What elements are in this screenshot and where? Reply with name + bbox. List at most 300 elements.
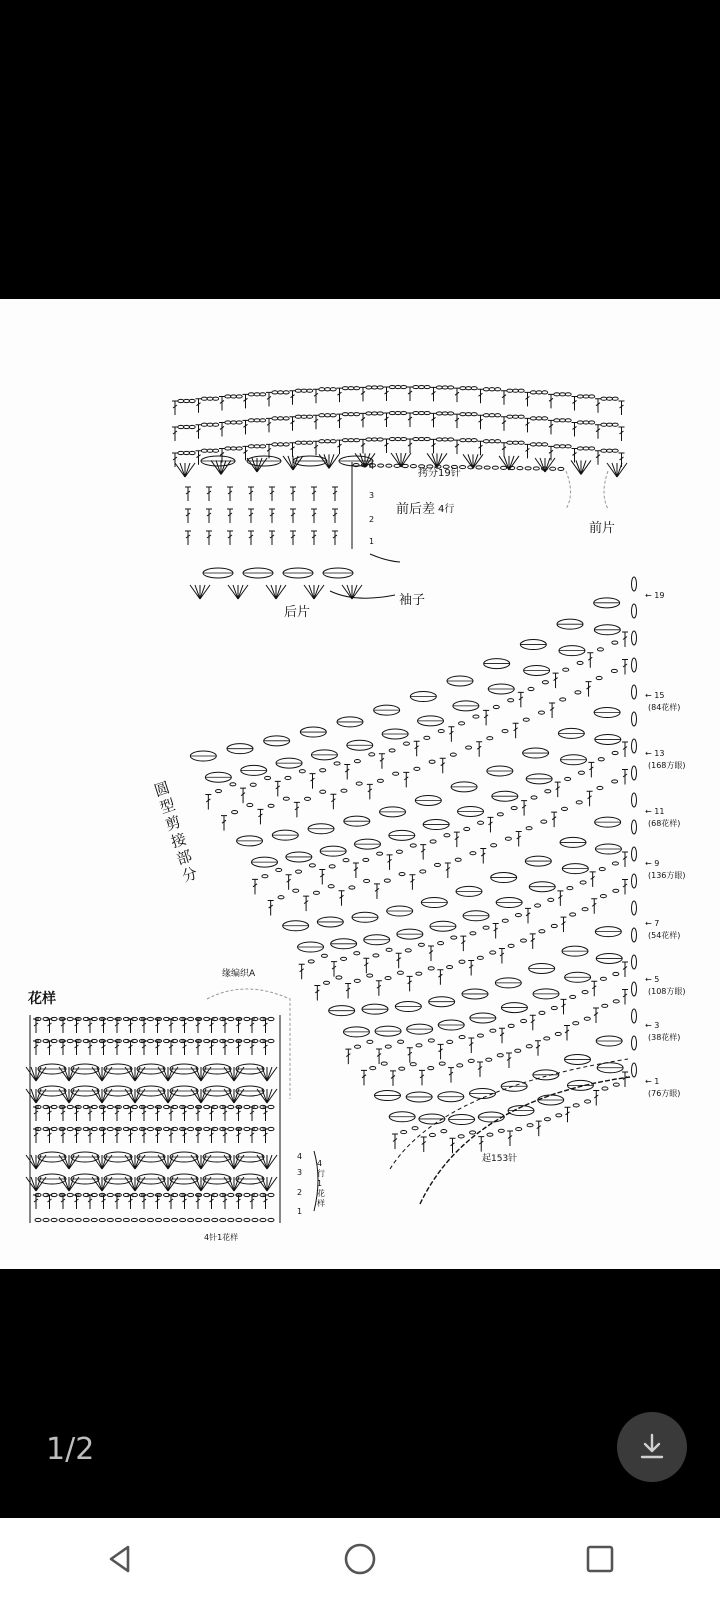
chain-stitch [577, 661, 583, 664]
chain-stitch [498, 1129, 504, 1132]
treble-stitch [310, 774, 316, 789]
chain-stitch [356, 782, 362, 785]
fan-stitch [581, 460, 591, 474]
treble-stitch [168, 1129, 174, 1143]
chain-stitch [542, 681, 548, 684]
chain-stitch [402, 464, 408, 467]
chain-stitch [336, 976, 342, 979]
chain-stitch [596, 676, 602, 679]
fan-stitch [267, 1089, 272, 1103]
chain-stitch [478, 821, 484, 824]
chain-stitch [201, 449, 207, 452]
chain-stitch [377, 386, 383, 389]
chain-stitch [502, 730, 508, 733]
row-number-label: ← 13 [645, 749, 665, 758]
treble-stitch [155, 1107, 161, 1121]
treble-stitch [319, 870, 325, 885]
chain-stitch [483, 926, 489, 929]
treble-stitch [493, 924, 499, 939]
chain-stitch [236, 447, 242, 450]
fan-stitch [26, 1067, 36, 1081]
chain-stitch [471, 439, 477, 442]
chain-stitch [582, 990, 588, 993]
chain-stitch [147, 1193, 153, 1196]
treble-stitch [518, 692, 524, 707]
back-triangle-icon [103, 1542, 137, 1576]
chain-stitch [384, 879, 390, 882]
fan-stitch [267, 1067, 277, 1081]
chain-stitch [523, 718, 529, 721]
chain-stitch [395, 385, 401, 388]
row-number-label: ← 3 [645, 1021, 660, 1030]
treble-stitch [209, 1129, 215, 1143]
treble-stitch [33, 1107, 39, 1121]
treble-stitch [141, 1019, 147, 1033]
chain-stitch [231, 421, 237, 424]
chain-stitch [565, 393, 571, 396]
chain-stitch [511, 806, 517, 809]
chain-stitch [442, 412, 448, 415]
treble-stitch [332, 487, 338, 501]
chain-stitch [172, 1218, 178, 1221]
chain-stitch [466, 439, 472, 442]
treble-stitch [555, 782, 561, 797]
chain-stitch [231, 395, 237, 398]
fan-stitch [262, 1155, 267, 1169]
download-button[interactable] [617, 1412, 687, 1482]
row-number-label: ← 15 [645, 691, 665, 700]
chain-stitch [320, 790, 326, 793]
chain-stitch [577, 395, 583, 398]
front-piece-label: 前片 [589, 521, 616, 536]
chain-stitch [555, 1032, 561, 1035]
chain-stitch [389, 411, 395, 414]
treble-stitch [227, 531, 233, 545]
page-counter: 1/2 [46, 1432, 95, 1467]
treble-stitch [286, 875, 292, 890]
chain-stitch [99, 1218, 105, 1221]
treble-stitch [313, 389, 319, 403]
chain-stitch [107, 1218, 113, 1221]
yoke-section-title: 圆型剪接部分 [152, 778, 200, 886]
chain-stitch [516, 1127, 522, 1130]
chain-stitch [575, 691, 581, 694]
chain-stitch [554, 393, 560, 396]
chain-stitch [565, 777, 571, 780]
chain-stitch [295, 441, 301, 444]
fan-stitch [163, 1067, 168, 1081]
treble-stitch [454, 440, 460, 454]
chain-stitch [602, 1087, 608, 1090]
chain-stitch [413, 411, 419, 414]
fan-stitch [329, 454, 339, 468]
fan-stitch [267, 1177, 277, 1191]
treble-stitch [407, 439, 413, 453]
treble-stitch [551, 812, 557, 827]
treble-stitch [622, 962, 628, 977]
treble-stitch [209, 1041, 215, 1055]
fan-stitch [97, 1089, 102, 1103]
chain-stitch [201, 397, 207, 400]
fan-stitch [229, 1155, 234, 1169]
chain-stitch [309, 864, 315, 867]
chain-stitch [366, 438, 372, 441]
chain-stitch [424, 437, 430, 440]
chain-stitch [213, 449, 219, 452]
fan-stitch [163, 1177, 168, 1191]
treble-stitch [236, 1019, 242, 1033]
chain-stitch [398, 1040, 404, 1043]
treble-stitch [483, 710, 489, 725]
chain-stitch [196, 1218, 202, 1221]
swatch-side [30, 1015, 280, 1223]
chain-stitch [307, 441, 313, 444]
treble-stitch [548, 394, 554, 408]
chain-stitch [147, 1127, 153, 1130]
treble-stitch [182, 1107, 188, 1121]
treble-stitch [114, 1107, 120, 1121]
chain-stitch [497, 1054, 503, 1057]
chain-stitch [319, 414, 325, 417]
chain-stitch [602, 1004, 608, 1007]
chain-stitch [285, 776, 291, 779]
chain-stitch [466, 413, 472, 416]
chain-stitch [600, 977, 606, 980]
treble-stitch [622, 742, 628, 757]
back-button[interactable] [80, 1529, 160, 1589]
treble-stitch [33, 1195, 39, 1209]
treble-stitch [172, 401, 178, 415]
chain-stitch [565, 419, 571, 422]
chain-stitch [556, 1114, 562, 1117]
treble-stitch [593, 1090, 599, 1105]
chain-stitch [597, 786, 603, 789]
chain-stitch [220, 1218, 226, 1221]
fan-stitch [262, 1177, 267, 1191]
chain-stitch [283, 417, 289, 420]
fan-stitch [64, 1155, 69, 1169]
fan-stitch [163, 1155, 168, 1169]
treble-stitch [367, 784, 373, 799]
chain-stitch [188, 1017, 194, 1020]
fan-stitch [276, 585, 281, 599]
home-button[interactable] [320, 1529, 400, 1589]
chain-stitch [386, 948, 392, 951]
chain-stitch [530, 443, 536, 446]
chain-stitch [248, 393, 254, 396]
chain-stitch [401, 385, 407, 388]
treble-stitch [155, 1129, 161, 1143]
treble-stitch [564, 1025, 570, 1040]
document-page[interactable] [0, 299, 720, 1269]
chain-stitch [393, 772, 399, 775]
treble-stitch [330, 794, 336, 809]
chain-stitch [107, 1193, 113, 1196]
treble-stitch [478, 441, 484, 455]
chain-stitch [507, 389, 513, 392]
stitch-count-label: 拷分19针 [418, 468, 461, 479]
chain-stitch [471, 413, 477, 416]
chain-stitch [385, 1045, 391, 1048]
chain-stitch [560, 698, 566, 701]
sleeve-label: 袖子 [399, 593, 426, 608]
chain-stitch [455, 858, 461, 861]
chain-stitch [147, 1105, 153, 1108]
chain-stitch [601, 397, 607, 400]
chain-stitch [502, 919, 508, 922]
chain-stitch [560, 393, 566, 396]
chain-stitch [377, 852, 383, 855]
repeat-label: 4针1花样 [204, 1233, 239, 1242]
chain-stitch [513, 415, 519, 418]
treble-stitch [206, 487, 212, 501]
chain-stitch [178, 425, 184, 428]
chain-stitch [589, 395, 595, 398]
chain-stitch [244, 1039, 250, 1042]
treble-stitch [460, 936, 466, 951]
fan-stitch [185, 463, 195, 477]
chain-stitch [188, 1039, 194, 1042]
fan-stitch [238, 585, 243, 599]
treble-stitch [360, 413, 366, 427]
treble-stitch [407, 1048, 413, 1063]
chain-stitch [533, 467, 539, 470]
treble-stitch [141, 1041, 147, 1055]
row-count-note: (168方眼) [648, 761, 686, 770]
treble-stitch [525, 392, 531, 406]
treble-stitch [448, 727, 454, 742]
chain-stitch [507, 415, 513, 418]
chain-stitch [348, 439, 354, 442]
treble-stitch [565, 1107, 571, 1122]
treble-stitch [360, 439, 366, 453]
treble-stitch [622, 990, 628, 1005]
treble-stitch [454, 388, 460, 402]
treble-stitch [60, 1019, 66, 1033]
fan-stitch [352, 585, 362, 599]
fan-stitch [228, 585, 238, 599]
chain-stitch [448, 438, 454, 441]
chain-stitch [201, 423, 207, 426]
chain-stitch [212, 1218, 218, 1221]
treble-stitch [101, 1041, 107, 1055]
treble-stitch [360, 387, 366, 401]
fan-stitch [267, 1089, 277, 1103]
chain-stitch [236, 421, 242, 424]
treble-stitch [499, 1028, 505, 1043]
chain-stitch [539, 1011, 545, 1014]
chain-stitch [612, 449, 618, 452]
chain-stitch [448, 386, 454, 389]
chain-stitch [420, 870, 426, 873]
chain-stitch [560, 419, 566, 422]
fan-stitch [266, 585, 276, 599]
treble-stitch [269, 531, 275, 545]
chain-stitch [188, 1127, 194, 1130]
treble-stitch [376, 1049, 382, 1064]
treble-stitch [535, 1041, 541, 1056]
chain-stitch [419, 437, 425, 440]
treble-stitch [195, 1195, 201, 1209]
chain-stitch [341, 789, 347, 792]
chain-stitch [612, 397, 618, 400]
fan-stitch [229, 1067, 234, 1081]
chain-stitch [526, 1045, 532, 1048]
treble-stitch [236, 1129, 242, 1143]
chain-stitch [59, 1218, 65, 1221]
chain-stitch [410, 844, 416, 847]
start-stitches-label: 起153针 [482, 1154, 518, 1164]
chain-stitch [412, 1127, 418, 1130]
chain-stitch [531, 796, 537, 799]
chain-stitch [401, 411, 407, 414]
treble-stitch [275, 781, 281, 796]
fan-stitch [221, 460, 226, 474]
treble-stitch [114, 1041, 120, 1055]
treble-stitch [74, 1041, 80, 1055]
chain-stitch [348, 387, 354, 390]
treble-stitch [431, 387, 437, 401]
row-number-label: ← 9 [645, 859, 660, 868]
chain-stitch [573, 1104, 579, 1107]
chain-stitch [536, 417, 542, 420]
chain-stitch [147, 1039, 153, 1042]
chain-stitch [370, 1066, 376, 1069]
treble-stitch [553, 673, 559, 688]
chain-stitch [178, 451, 184, 454]
treble-stitch [390, 1071, 396, 1086]
chain-stitch [459, 1035, 465, 1038]
treble-stitch [311, 531, 317, 545]
treble-stitch [345, 984, 351, 999]
chain-stitch [43, 1218, 49, 1221]
fan-stitch [26, 1177, 36, 1191]
treble-stitch [445, 863, 451, 878]
chain-stitch [178, 399, 184, 402]
chain-stitch [228, 1127, 234, 1130]
chain-stitch [471, 387, 477, 390]
treble-stitch [243, 420, 249, 434]
treble-stitch [586, 682, 592, 697]
chain-stitch [324, 981, 330, 984]
treble-stitch [290, 417, 296, 431]
chain-stitch [67, 1127, 73, 1130]
fan-stitch [26, 1089, 36, 1103]
treble-stitch [420, 845, 426, 860]
treble-stitch [74, 1019, 80, 1033]
chain-stitch [466, 746, 472, 749]
chain-stitch [489, 388, 495, 391]
treble-stitch [155, 1195, 161, 1209]
row-count-note: (54花样) [648, 931, 681, 940]
chain-stitch [515, 914, 521, 917]
home-circle-icon [342, 1541, 378, 1577]
chain-stitch [544, 1118, 550, 1121]
chain-stitch [184, 451, 190, 454]
chain-stitch [448, 412, 454, 415]
rows-4-label: 4行 [438, 504, 455, 515]
chain-stitch [301, 415, 307, 418]
fan-stitch [262, 1067, 267, 1081]
chain-stitch [301, 389, 307, 392]
chain-stitch [51, 1218, 57, 1221]
treble-stitch [548, 420, 554, 434]
chain-stitch [342, 413, 348, 416]
fan-stitch [612, 463, 617, 477]
chain-stitch [416, 972, 422, 975]
treble-stitch [269, 487, 275, 501]
treble-stitch [101, 1107, 107, 1121]
fan-stitch [309, 585, 314, 599]
treble-stitch [128, 1107, 134, 1121]
chain-stitch [501, 466, 507, 469]
chain-stitch [67, 1017, 73, 1020]
treble-stitch [314, 985, 320, 1000]
chain-stitch [325, 440, 331, 443]
chain-stitch [278, 896, 284, 899]
chain-stitch [330, 440, 336, 443]
download-icon [635, 1430, 669, 1464]
treble-stitch [525, 444, 531, 458]
fan-stitch [314, 585, 319, 599]
chain-stitch [313, 891, 319, 894]
chain-stitch [147, 1017, 153, 1020]
treble-stitch [337, 440, 343, 454]
chain-stitch [377, 412, 383, 415]
treble-stitch [221, 816, 227, 831]
chain-stitch [483, 440, 489, 443]
chain-stitch [541, 820, 547, 823]
fan-stitch [130, 1177, 135, 1191]
chain-stitch [147, 1218, 153, 1221]
chain-stitch [189, 425, 195, 428]
recents-button[interactable] [560, 1529, 640, 1589]
chain-stitch [272, 417, 278, 420]
treble-stitch [101, 1019, 107, 1033]
chain-stitch [607, 423, 613, 426]
fan-stitch [262, 1089, 267, 1103]
chain-stitch [585, 1100, 591, 1103]
chain-stitch [399, 872, 405, 875]
treble-stitch [155, 1041, 161, 1055]
fan-stitch [509, 456, 514, 470]
treble-stitch [205, 794, 211, 809]
chain-stitch [268, 1127, 274, 1130]
chain-stitch [570, 913, 576, 916]
treble-stitch [172, 453, 178, 467]
treble-stitch [248, 531, 254, 545]
chain-stitch [307, 415, 313, 418]
chain-stitch [207, 423, 213, 426]
row-number-label: ← 11 [645, 807, 665, 816]
treble-stitch [101, 1129, 107, 1143]
chain-stitch [189, 451, 195, 454]
edge-chain-loop [632, 928, 637, 942]
chain-stitch [283, 391, 289, 394]
treble-stitch [263, 1129, 269, 1143]
chain-stitch [301, 441, 307, 444]
treble-stitch [332, 531, 338, 545]
chain-stitch [583, 421, 589, 424]
chain-stitch [372, 438, 378, 441]
chain-stitch [413, 437, 419, 440]
treble-stitch [374, 884, 380, 899]
chain-stitch [188, 1193, 194, 1196]
chain-stitch [107, 1105, 113, 1108]
chain-stitch [414, 767, 420, 770]
treble-stitch [266, 392, 272, 406]
treble-stitch [195, 1041, 201, 1055]
